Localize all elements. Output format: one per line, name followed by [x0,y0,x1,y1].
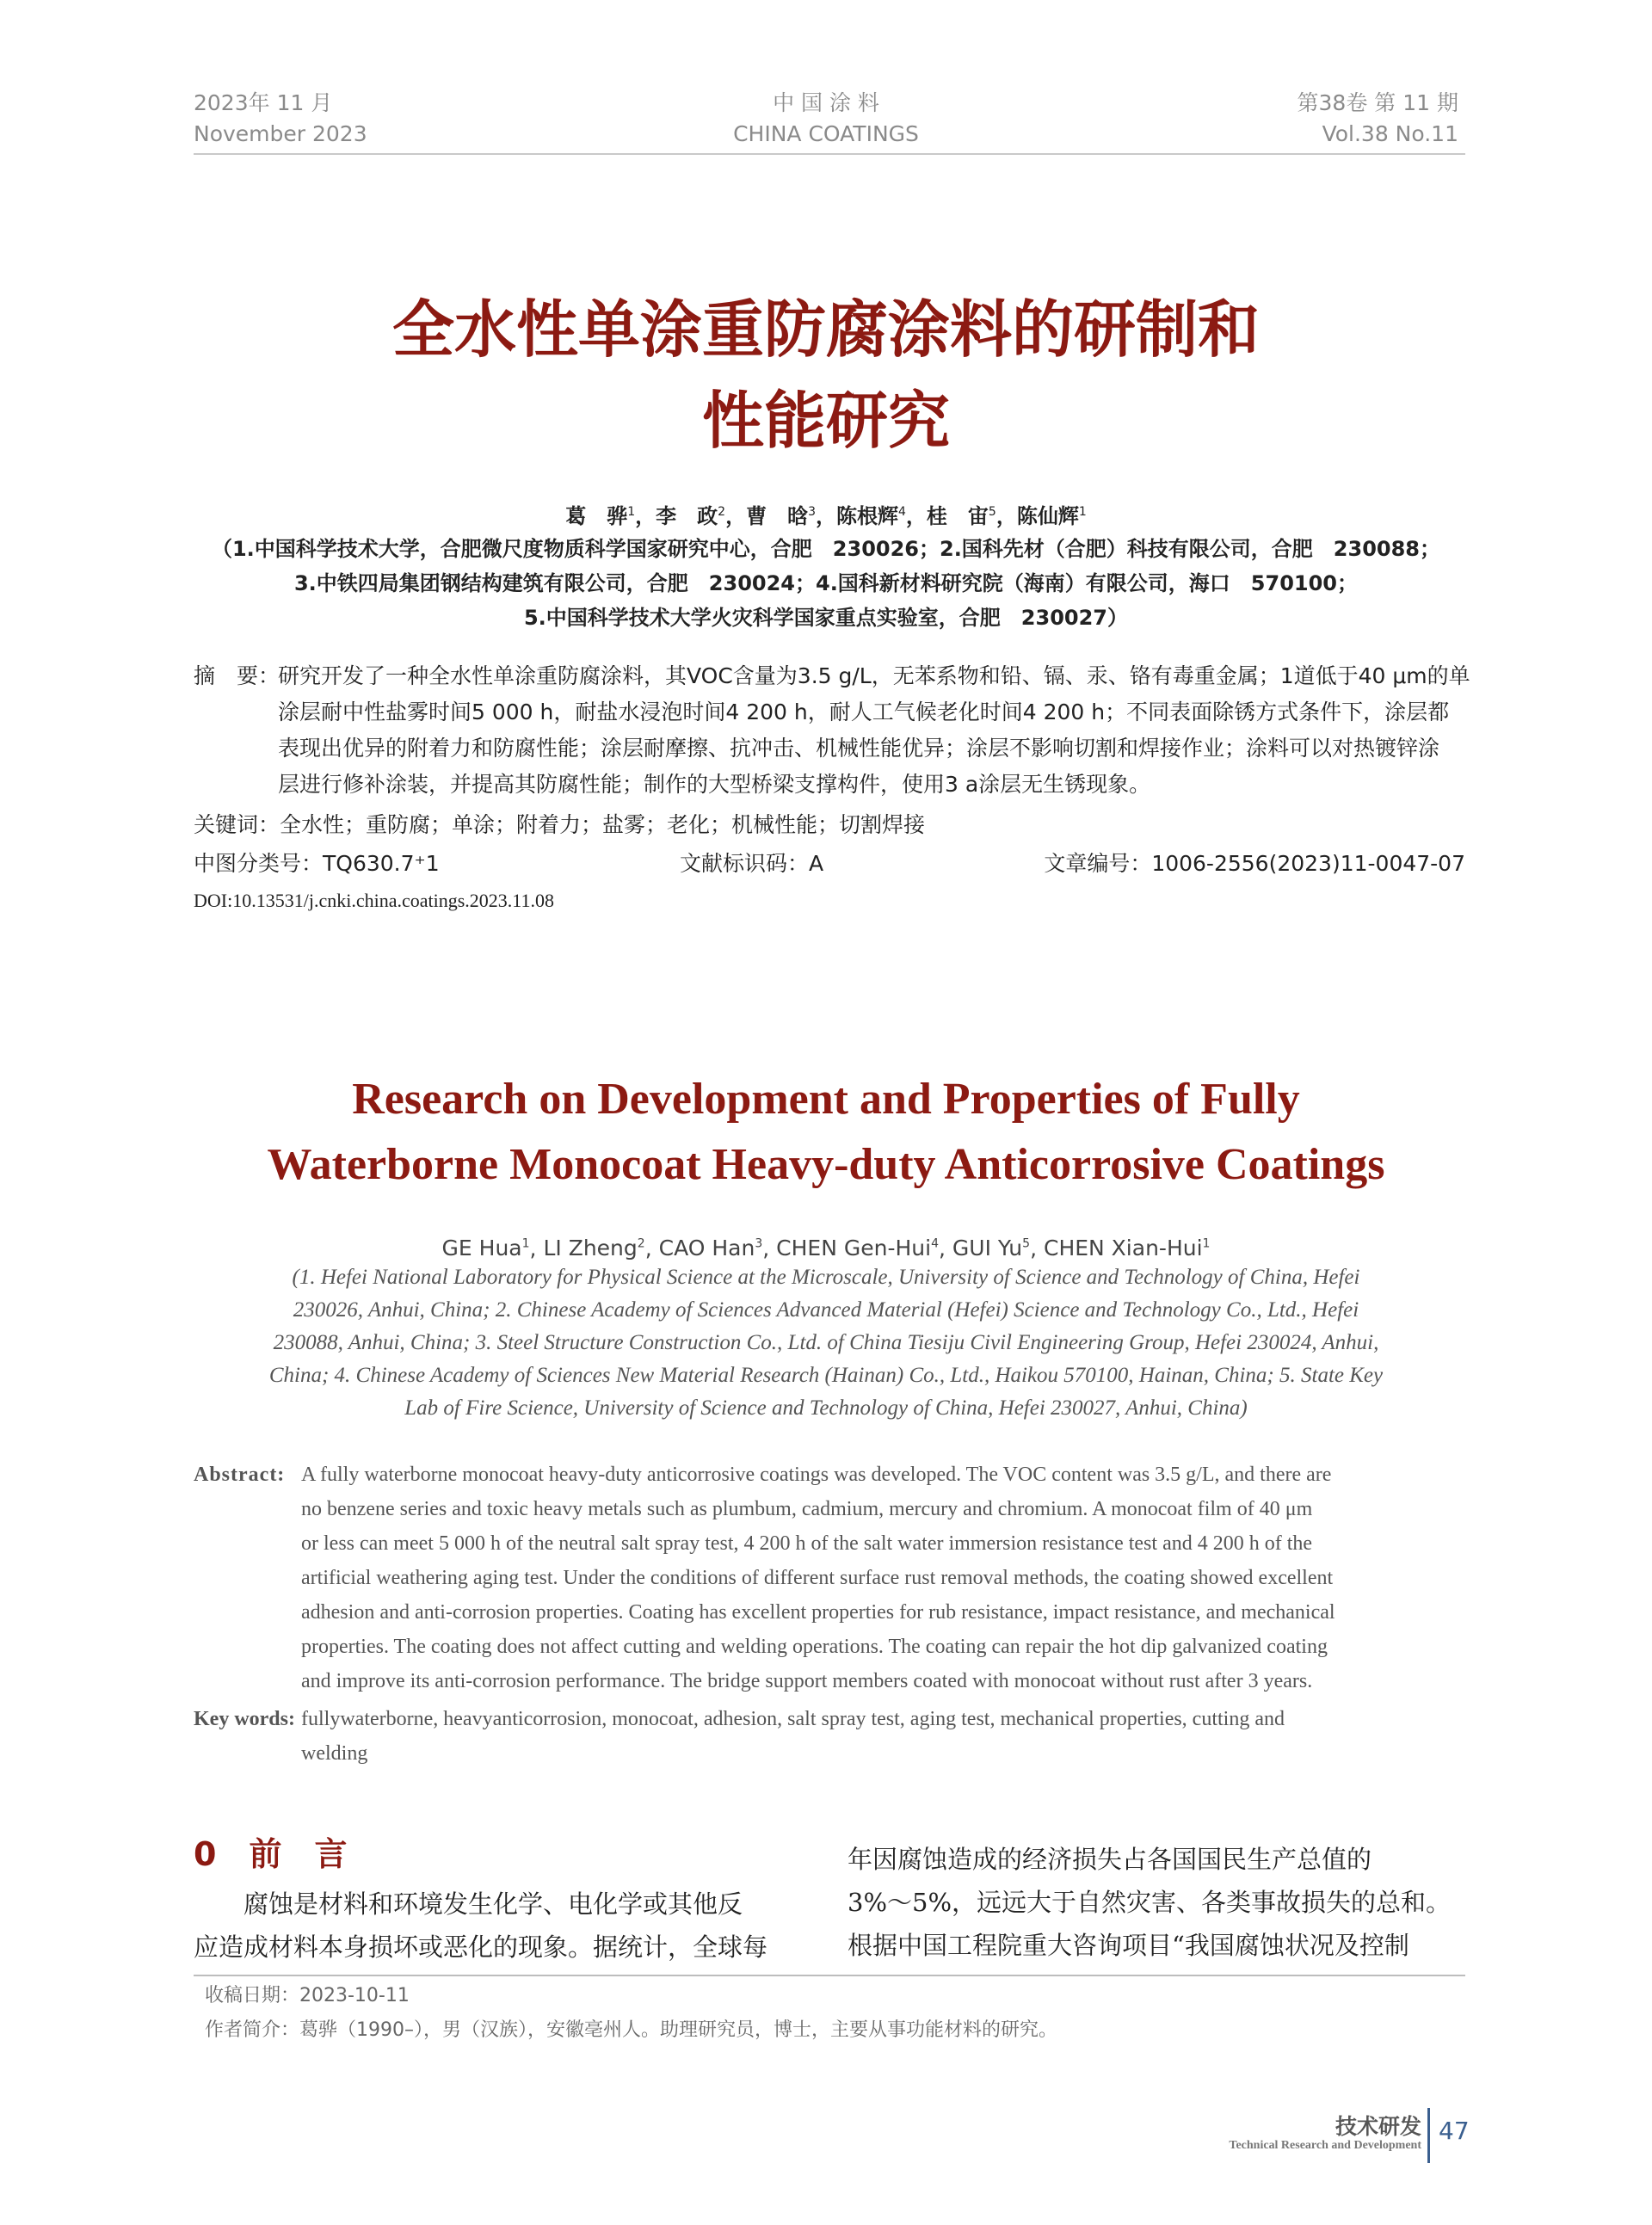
abstract-cn [194,658,1470,803]
abstract-cn-line: 涂层耐中性盐雾时间5 000 h，耐盐水浸泡时间4 200 h，耐人工气候老化时间4 200 h；不同表面除锈方式条件下，涂层都 [278,700,1450,724]
issue-en: Vol.38 No.11 [1322,121,1458,146]
author-en: GE Hua$^1$ [441,1236,530,1261]
footer-section-en: Technical Research and Development [1229,2139,1421,2152]
author-cn: 葛 骅$^1$ [565,504,636,528]
keywords-cn: 关键词：全水性；重防腐；单涂；附着力；盐雾；老化；机械性能；切割焊接 [194,812,926,837]
header-date-cn: 2023年 11 月 [194,90,333,115]
affiliation-en-line: (1. Hefei National Laboratory for Physical Science at the Microscale, University of Science and Technology of China, Hefei [292,1266,1360,1289]
author-cn: 桂 宙$^5$ [926,504,996,528]
body-line: 根据中国工程院重大咨询项目“我国腐蚀状况及控制 [848,1931,1409,1960]
section-heading: 0 前 言 [194,1835,348,1873]
body-column-left [194,1883,813,1969]
body-line: 应造成材料本身损坏或恶化的现象。据统计，全球每 [194,1932,768,1962]
abstract-en-line: A fully waterborne monocoat heavy-duty anticorrosive coatings was developed. The VOC content was 3.5 g/L, and there are [301,1464,1332,1486]
document-code: 文献标识码：A [680,851,824,876]
keywords-en-line: welding [301,1742,368,1765]
body-column-right [848,1838,1467,1967]
author-en: CAO Han$^3$ [658,1236,763,1261]
footnote-rule [194,1975,1465,1976]
title-en [0,1067,1652,1198]
affiliation-en-line: Lab of Fire Science, University of Science and Technology of China, Hefei 230027, Anhui, China) [404,1396,1248,1420]
footer-divider [1427,2108,1430,2163]
authors-en: GE Hua$^1$, LI Zheng$^2$, CAO Han$^3$, CHEN Gen-Hui$^4$, GUI Yu$^5$, CHEN Xian-Hui$^1$ [441,1236,1211,1261]
title-cn [0,284,1652,466]
header-right [1298,88,1458,150]
abstract-en-line: or less can meet 5 000 h of the neutral salt spray test, 4 200 h of the salt water immersion resistance test and 4 200 h of the [301,1532,1313,1555]
abstract-en-line: artificial weathering aging test. Under the conditions of different surface rust removal methods, the coating showed excellent [301,1567,1334,1589]
clc-number: 中图分类号：TQ630.7⁺1 [194,851,440,876]
affiliations-en [0,1261,1652,1425]
body-line: 腐蚀是材料和环境发生化学、电化学或其他反 [194,1889,743,1919]
abstract-cn-label: 摘 要： [194,663,280,688]
author-en: CHEN Gen-Hui$^4$ [776,1236,939,1261]
abstract-en-line: adhesion and anti-corrosion properties. Coating has excellent properties for rub resistance, impact resistance, and mechanical [301,1601,1335,1624]
journal-name-en: CHINA COATINGS [733,121,919,146]
authors-cn: 葛 骅$^1$，李 政$^2$，曹 晗$^3$，陈根辉$^4$，桂 宙$^5$，陈仙辉$^1$ [565,504,1087,528]
keywords-en-line: fullywaterborne, heavyanticorrosion, monocoat, adhesion, salt spray test, aging test, mechanical properties, cutting and [301,1708,1285,1730]
keywords-en-label: Key words: [194,1708,295,1730]
issue-cn: 第38卷 第 11 期 [1297,90,1458,115]
title-cn-line: 性能研究 [701,385,950,457]
abstract-en-line: no benzene series and toxic heavy metals such as plumbum, cadmium, mercury and chromium. A monocoat film of 40 μm [301,1498,1313,1520]
footnote-author-bio: 作者简介：葛骅（1990–），男（汉族），安徽亳州人。助理研究员，博士，主要从事功能材料的研究。 [205,2019,1057,2041]
abstract-cn-line: 层进行修补涂装，并提高其防腐性能；制作的大型桥梁支撑构件，使用3 a涂层无生锈现象。 [278,772,1151,797]
author-cn: 曹 晗$^3$ [746,504,816,528]
abstract-en [194,1458,1465,1698]
journal-name-cn: 中 国 涂 料 [773,90,879,115]
author-cn: 陈根辉$^4$ [836,504,906,528]
header-date-en: November 2023 [194,121,367,146]
author-en: GUI Yu$^5$ [952,1236,1031,1261]
abstract-en-line: and improve its anti-corrosion performance. The bridge support members coated with monocoat without rust after 3 years. [301,1670,1313,1692]
doi: DOI:10.13531/j.cnki.china.coatings.2023.11.08 [194,890,554,911]
abstract-cn-line: 研究开发了一种全水性单涂重防腐涂料，其VOC含量为3.5 g/L，无苯系物和铅、镉、汞、铬有毒重金属；1道低于40 μm的单 [278,663,1470,688]
abstract-cn-line: 表现出优异的附着力和防腐性能；涂层耐摩擦、抗冲击、机械性能优异；涂层不影响切割和焊接作业；涂料可以对热镀锌涂 [278,736,1440,761]
author-cn: 陈仙辉$^1$ [1016,504,1087,528]
affiliation-cn-line: 5.中国科学技术大学火灾科学国家重点实验室，合肥 230027） [523,606,1128,630]
title-en-line: Research on Development and Properties of Fully [352,1075,1300,1124]
keywords-en [194,1702,1465,1771]
affiliation-cn-line: 3.中铁四局集团钢结构建筑有限公司，合肥 230024；4.国科新材料研究院（海南）有限公司，海口 570100； [293,571,1359,595]
footnote-received: 收稿日期：2023-10-11 [205,1985,410,2006]
author-en: LI Zheng$^2$ [543,1236,645,1261]
affiliations-cn [0,532,1652,635]
body-line: 3%～5%，远远大于自然灾害、各类事故损失的总和。 [848,1888,1452,1917]
affiliation-en-line: China; 4. Chinese Academy of Sciences New Material Research (Hainan) Co., Ltd., Haikou 570100, Hainan, China; 5. State Key [268,1364,1384,1387]
abstract-en-line: properties. The coating does not affect cutting and welding operations. The coating can repair the hot dip galvanized coating [301,1636,1328,1658]
article-number: 文章编号：1006-2556(2023)11-0047-07 [1044,851,1465,876]
footer-section-cn: 技术研发 [1335,2114,1421,2139]
page-number: 47 [1439,2117,1470,2145]
author-cn: 李 政$^2$ [656,504,726,528]
affiliation-cn-line: （1.中国科学技术大学，合肥微尺度物质科学国家研究中心，合肥 230026；2.国科先材（合肥）科技有限公司，合肥 230088； [211,537,1441,561]
affiliation-en-line: 230026, Anhui, China; 2. Chinese Academy of Sciences Advanced Material (Hefei) Science and Technology Co., Ltd., Hefei [293,1298,1359,1322]
body-line: 年因腐蚀造成的经济损失占各国国民生产总值的 [848,1845,1372,1874]
abstract-en-label: Abstract: [194,1464,286,1486]
title-en-line: Waterborne Monocoat Heavy-duty Anticorrosive Coatings [267,1140,1385,1189]
author-en: CHEN Xian-Hui$^1$ [1043,1236,1211,1261]
affiliation-en-line: 230088, Anhui, China; 3. Steel Structure Construction Co., Ltd. of China Tiesiju Civil Engineering Group, Hefei 230024, Anhui, [273,1331,1379,1354]
title-cn-line: 全水性单涂重防腐涂料的研制和 [391,293,1260,366]
header-rule [194,153,1465,155]
